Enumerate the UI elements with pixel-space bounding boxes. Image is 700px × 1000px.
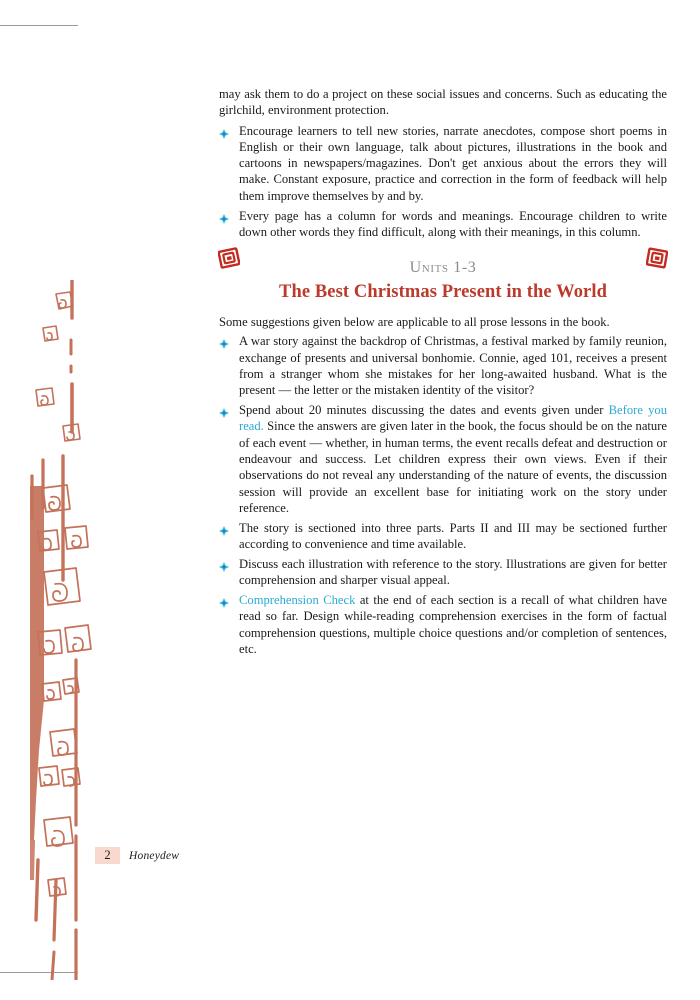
- list-item: [219, 402, 667, 516]
- inline-text: A war story against the backdrop of Christmas, a festival marked by family reunion, exchange of presents and universal bonhomie. Connie, aged 101, receives a present from a stranger whom she mistakes for her long-awaited husband. What is the present — the letter or the mistaken identity of the visitor?: [239, 334, 667, 398]
- top-bullet-list: [219, 123, 667, 241]
- red-spiral-square-motif-icon: [218, 247, 240, 269]
- flower-bullet-icon: [219, 520, 239, 541]
- units-label: [219, 259, 667, 277]
- list-item-text: Encourage learners to tell new stories, narrate anecdotes, compose short poems in English or their own language, talk about pictures, illustrations in the book and cartoons in newspapers/magazines. Don't get anxious about the errors they will make. Constant exposure, practice and correction in the form of feedback will help them improve themselves by and by.: [239, 123, 667, 203]
- red-spiral-square-motif-icon: [646, 247, 668, 269]
- flower-bullet-icon: [219, 333, 239, 354]
- inline-text: The story is sectioned into three parts. Parts II and III may be sectioned further according to convenience and time available.: [239, 520, 667, 552]
- list-item-text: Every page has a column for words and meanings. Encourage children to write down other words they find difficult, along with their meanings, in this column.: [239, 208, 667, 239]
- list-item-text: [239, 333, 667, 398]
- flower-bullet-icon: [219, 556, 239, 577]
- list-item: [219, 333, 667, 398]
- book-title-footer: Honeydew: [129, 849, 180, 862]
- main-text-column: [219, 86, 667, 661]
- inline-text: at the end of each section is a recall of what children have read so far. Design while-reading comprehension exercises in the form of factual comprehension questions, multiple choice questions and/or completion of sentences, etc.: [239, 592, 667, 656]
- crop-mark-bottom: [0, 972, 78, 973]
- flower-bullet-icon: [219, 208, 239, 229]
- crop-mark-top: [0, 25, 78, 26]
- flower-bullet-icon: [219, 123, 239, 144]
- lesson-bullet-list: [219, 333, 667, 657]
- flower-bullet-icon: [219, 592, 239, 613]
- units-number: 1-3: [453, 259, 477, 277]
- list-item: [219, 123, 667, 204]
- list-item-text: [239, 592, 667, 657]
- list-item-text: [239, 556, 667, 589]
- flower-bullet-icon: [219, 402, 239, 423]
- inline-text: Discuss each illustration with reference to the story. Illustrations are given for better comprehension and sharper visual appeal.: [239, 556, 667, 588]
- list-item-text: [239, 402, 667, 516]
- list-item-text: [239, 520, 667, 553]
- intro-paragraph: Some suggestions given below are applicable to all prose lessons in the book.: [219, 315, 610, 330]
- list-item: [219, 556, 667, 589]
- list-item: [219, 592, 667, 657]
- list-item: [219, 208, 667, 241]
- chapter-title: The Best Christmas Present in the World: [279, 282, 607, 303]
- decorative-left-border-ornament: [30, 280, 112, 980]
- list-item: [219, 520, 667, 553]
- inline-reference-link[interactable]: Comprehension Check: [239, 592, 356, 607]
- inline-text: Since the answers are given later in the book, the focus should be on the nature of each event — whether, in human terms, the event recalls defeat and destruction or endeavour and success. Let children express their own views. Even if their observations do not reveal any understanding of the nature of events, the discussion session will provide an excellent base for initiating work on the story under reference.: [239, 419, 667, 515]
- inline-text: Spend about 20 minutes discussing the dates and events given under: [239, 403, 609, 418]
- inline-reference-link[interactable]: Before you read.: [239, 403, 667, 434]
- page-footer: [95, 847, 179, 864]
- units-word: Units: [409, 259, 449, 277]
- continued-paragraph: may ask them to do a project on these social issues and concerns. Such as educating the girlchild, environment protection.: [219, 87, 667, 118]
- page-number-badge: 2: [95, 847, 120, 864]
- unit-heading-block: [219, 259, 667, 303]
